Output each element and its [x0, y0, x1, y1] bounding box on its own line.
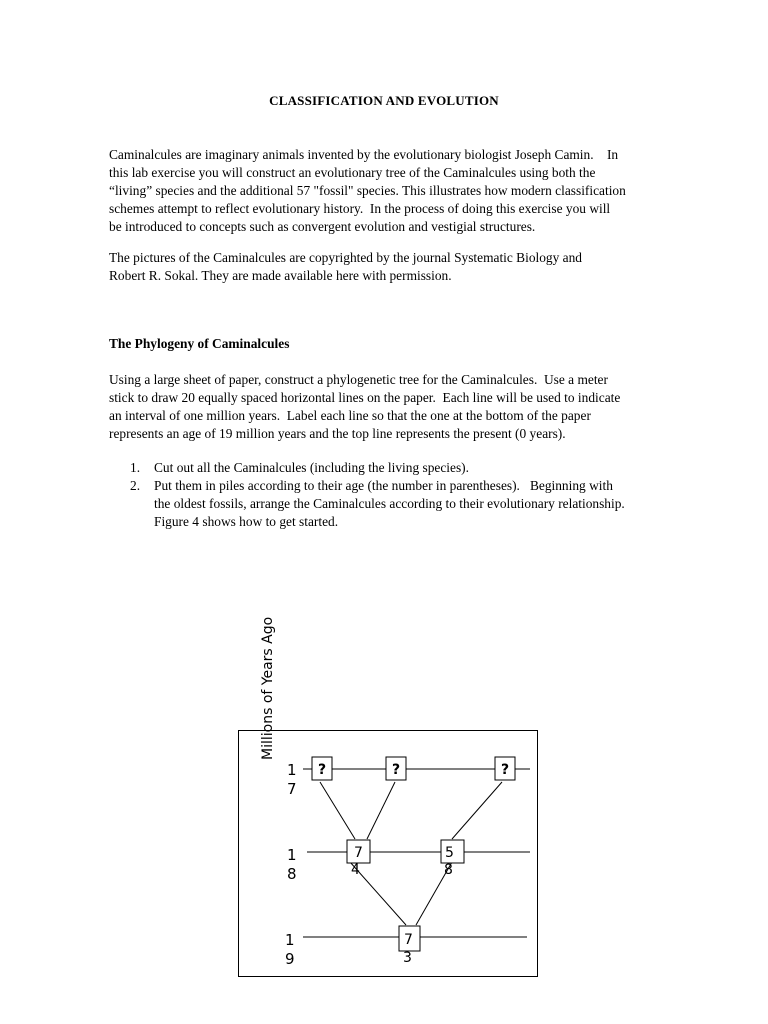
- text-line: “living” species and the additional 57 "fossil" species. This illustrates how modern classification: [109, 183, 626, 198]
- text-line: stick to draw 20 equally spaced horizontal lines on the paper. Each line will be used to indicate: [109, 390, 621, 405]
- copyright-paragraph: [109, 249, 689, 285]
- specimen-box: [347, 840, 370, 878]
- text-line: Cut out all the Caminalcules (including the living species).: [154, 460, 469, 475]
- row-label-digit: 1: [287, 846, 297, 864]
- specimen-number: 7: [404, 932, 413, 948]
- text-line: Put them in piles according to their age (the number in parentheses). Beginning with: [154, 478, 613, 493]
- question-mark: ?: [500, 762, 510, 778]
- text-line: this lab exercise you will construct an evolutionary tree of the Caminalcules using both the: [109, 165, 596, 180]
- instructions-paragraph: [109, 371, 689, 443]
- phylogeny-diagram: [238, 597, 538, 979]
- text-line: Figure 4 shows how to get started.: [154, 514, 339, 529]
- page-title: CLASSIFICATION AND EVOLUTION: [269, 93, 499, 108]
- row-label-digit: 9: [285, 950, 295, 968]
- phylogeny-figure: [238, 597, 538, 979]
- row-label-digit: 1: [287, 761, 297, 779]
- text-line: Caminalcules are imaginary animals invented by the evolutionary biologist Joseph Camin. In: [109, 147, 619, 162]
- row-label-digit: 8: [287, 865, 297, 883]
- text-line: Using a large sheet of paper, construct a phylogenetic tree for the Caminalcules. Use a meter: [109, 372, 608, 387]
- branch-line: [367, 782, 395, 839]
- branch-line: [320, 782, 355, 839]
- specimen-number: 4: [351, 862, 360, 878]
- row-label-digit: 1: [285, 931, 295, 949]
- text-line: Robert R. Sokal. They are made available here with permission.: [109, 268, 452, 283]
- specimen-box: [441, 840, 464, 878]
- unknown-specimen-box: [386, 757, 406, 780]
- specimen-number: 8: [444, 862, 453, 878]
- specimen-number: 3: [403, 950, 412, 966]
- intro-paragraph: [109, 146, 689, 236]
- text-line: the oldest fossils, arrange the Caminalcules according to their evolutionary relationship.: [154, 496, 625, 511]
- unknown-specimen-box: [312, 757, 332, 780]
- steps-list: [109, 459, 689, 531]
- text-line: an interval of one million years. Label each line so that the one at the bottom of the paper: [109, 408, 591, 423]
- text-line: schemes attempt to reflect evolutionary history. In the process of doing this exercise you will: [109, 201, 611, 216]
- unknown-specimen-box: [495, 757, 515, 780]
- axis-label: Millions of Years Ago: [260, 616, 276, 760]
- specimen-number: 5: [445, 845, 454, 861]
- branch-line: [452, 782, 502, 839]
- text-line: The pictures of the Caminalcules are copyrighted by the journal Systematic Biology and: [109, 250, 583, 265]
- text-line: represents an age of 19 million years and the top line represents the present (0 years).: [109, 426, 566, 441]
- step-number: 2.: [130, 478, 141, 493]
- row-label-digit: 7: [287, 780, 297, 798]
- question-mark: ?: [391, 762, 401, 778]
- section-heading: The Phylogeny of Caminalcules: [109, 336, 290, 351]
- text-line: be introduced to concepts such as convergent evolution and vestigial structures.: [109, 219, 536, 234]
- step-number: 1.: [130, 460, 141, 475]
- specimen-box: [399, 926, 420, 966]
- list-item: [109, 459, 689, 477]
- specimen-number: 7: [354, 845, 363, 861]
- list-item: [109, 477, 689, 531]
- question-mark: ?: [317, 762, 327, 778]
